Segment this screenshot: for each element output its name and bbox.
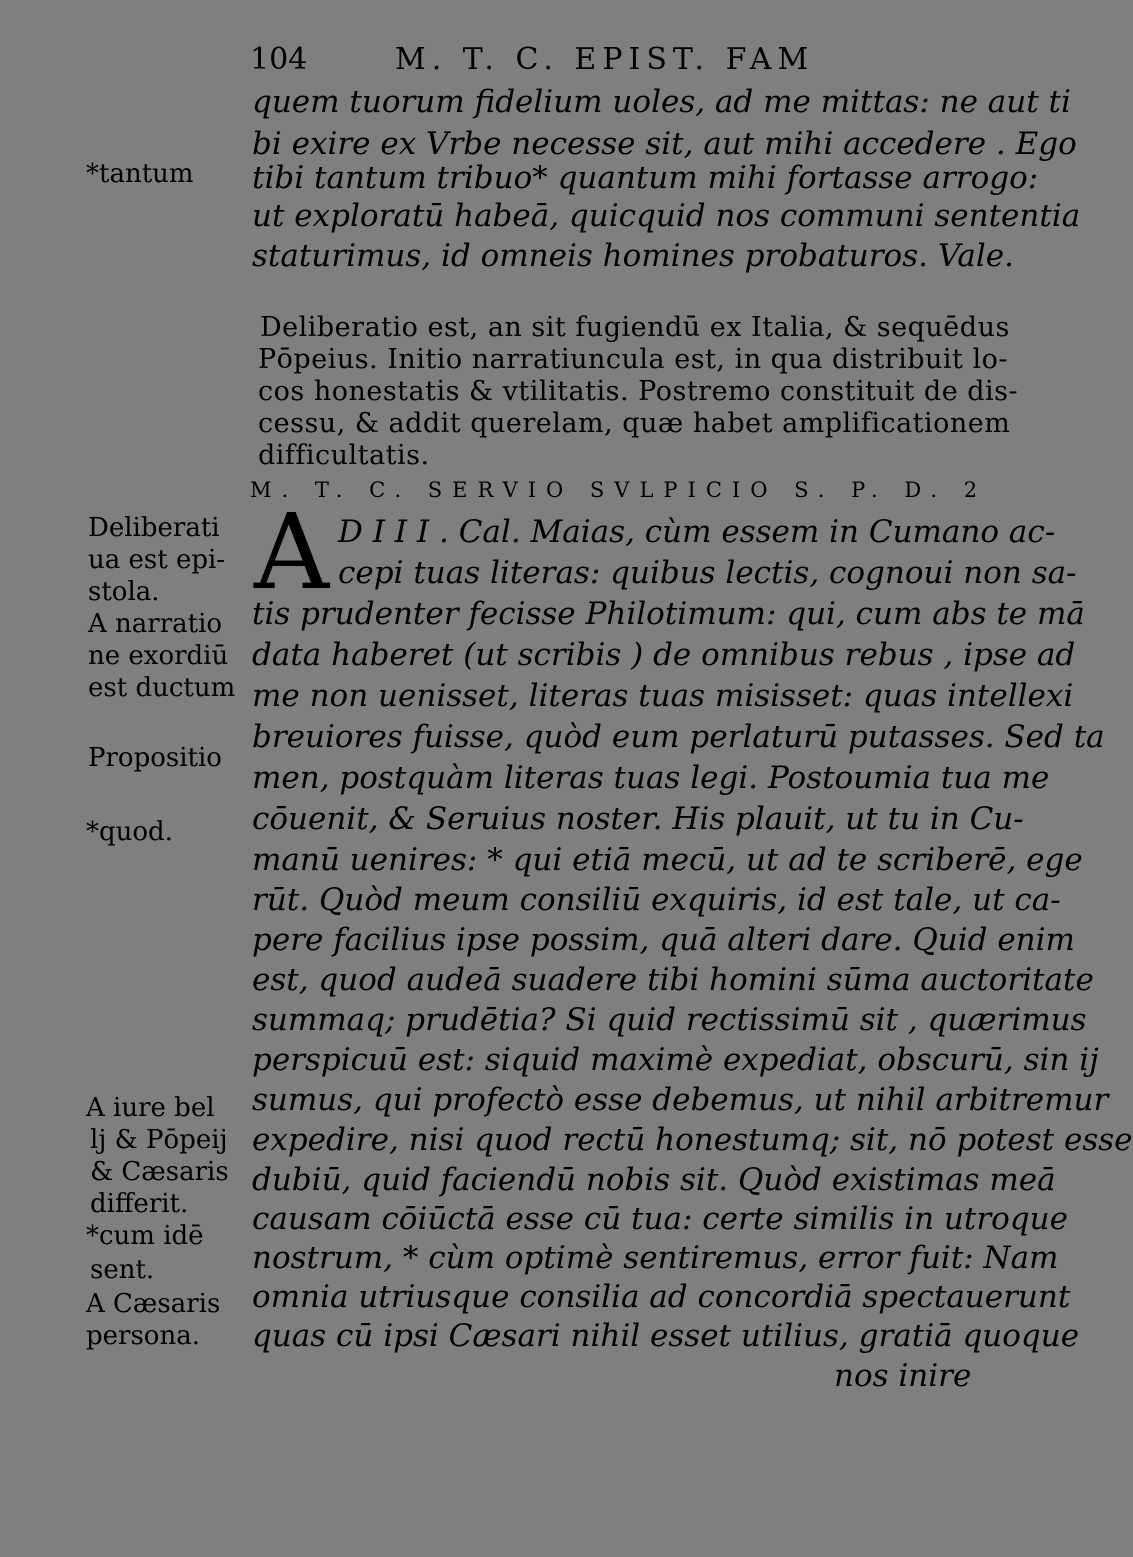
- margin-note: *quod.: [86, 817, 173, 847]
- text-line: causam cōiūctā esse cū tua: certe similis in utroque: [252, 1201, 1068, 1237]
- text-line: staturimus, id omneis homines probaturos. Vale.: [252, 238, 1014, 274]
- running-title: M. T. C. EPIST. FAM: [395, 42, 815, 77]
- text-line: rūt. Quòd meum consiliū exquiris, id est tale, ut ca-: [252, 882, 1061, 918]
- page-header: [250, 42, 890, 82]
- margin-note: A narratio: [88, 609, 223, 639]
- text-line: me non uenisset, literas tuas misisset: quas intellexi: [252, 678, 1074, 714]
- margin-note: Propositio: [88, 743, 222, 773]
- margin-note: differit.: [90, 1189, 189, 1219]
- margin-note: A iure bel: [86, 1093, 215, 1123]
- margin-note: ua est epi-: [88, 545, 226, 575]
- text-line: tis prudenter fecisse Philotimum: qui, cum abs te mā: [252, 596, 1085, 632]
- letter-heading: M. T. C. SERVIO SVLPICIO S. P. D. 2: [250, 478, 988, 502]
- text-line: difficultatis.: [258, 440, 430, 471]
- margin-note: & Cæsaris: [90, 1157, 229, 1187]
- margin-note: *tantum: [86, 159, 194, 189]
- text-line: est, quod audeā suadere tibi homini sūma auctoritate: [252, 962, 1094, 998]
- text-line: cōuenit, & Seruius noster. His plauit, ut tu in Cu-: [252, 801, 1024, 837]
- text-line: ut exploratū habeā, quicquid nos communi sententia: [252, 198, 1081, 234]
- text-line: bi exire ex Vrbe necesse sit, aut mihi accedere . Ego: [252, 126, 1077, 162]
- text-line: quem tuorum fidelium uoles, ad me mittas: ne aut ti: [252, 84, 1071, 120]
- margin-note: Deliberati: [88, 513, 220, 543]
- text-line: manū uenires: * qui etiā mecū, ut ad te scriberē, ege: [252, 842, 1083, 878]
- text-line: expedire, nisi quod rectū honestumq; sit, nō potest esse: [252, 1122, 1133, 1158]
- text-line: cos honestatis & vtilitatis. Postremo constituit de dis-: [258, 376, 1019, 407]
- text-line: cessu, & addit querelam, quæ habet amplificationem: [258, 408, 1011, 439]
- margin-note: A Cæsaris: [86, 1289, 221, 1319]
- text-line: dubiū, quid faciendū nobis sit. Quòd existimas meā: [252, 1162, 1056, 1198]
- text-line: cepi tuas literas: quibus lectis, cognoui non sa-: [338, 555, 1077, 591]
- text-line: quas cū ipsi Cæsari nihil esset utilius, gratiā quoque: [252, 1318, 1080, 1354]
- margin-note: persona.: [86, 1321, 200, 1351]
- margin-note: est ductum: [88, 673, 236, 703]
- text-line: perspicuū est: siquid maximè expediat, obscurū, sin ij: [252, 1042, 1099, 1078]
- margin-note: sent.: [90, 1255, 155, 1285]
- text-line: omnia utriusque consilia ad concordiā spectauerunt: [252, 1279, 1071, 1315]
- text-line: Deliberatio est, an sit fugiendū ex Italia, & sequēdus: [260, 312, 1010, 343]
- text-line: summaq; prudētia? Si quid rectissimū sit , quærimus: [252, 1002, 1087, 1038]
- text-line: breuiores fuisse, quòd eum perlaturū putasses. Sed ta: [252, 719, 1105, 755]
- margin-note: stola.: [88, 577, 160, 607]
- page-number: 104: [250, 42, 308, 77]
- text-line: men, postquàm literas tuas legi. Postoumia tua me: [252, 760, 1050, 796]
- text-line: pere facilius ipse possim, quā alteri dare. Quid enim: [252, 922, 1075, 958]
- text-line: data haberet (ut scribis ) de omnibus rebus , ipse ad: [252, 637, 1076, 673]
- text-line: nostrum, * cùm optimè sentiremus, error fuit: Nam: [252, 1240, 1059, 1276]
- text-line: D I I I . Cal. Maias, cùm essem in Cumano ac-: [338, 514, 1056, 550]
- text-line: Pōpeius. Initio narratiuncula est, in qua distribuit lo-: [258, 344, 1008, 375]
- text-line: sumus, qui profectò esse debemus, ut nihil arbitremur: [252, 1082, 1109, 1118]
- text-line: tibi tantum tribuo* quantum mihi fortasse arrogo:: [252, 160, 1039, 196]
- margin-note: ne exordiū: [88, 641, 229, 671]
- margin-note: lj & Pōpeij: [90, 1125, 228, 1155]
- margin-note: *cum idē: [86, 1221, 204, 1251]
- drop-cap: A: [254, 491, 330, 613]
- catchword: nos inire: [834, 1358, 972, 1394]
